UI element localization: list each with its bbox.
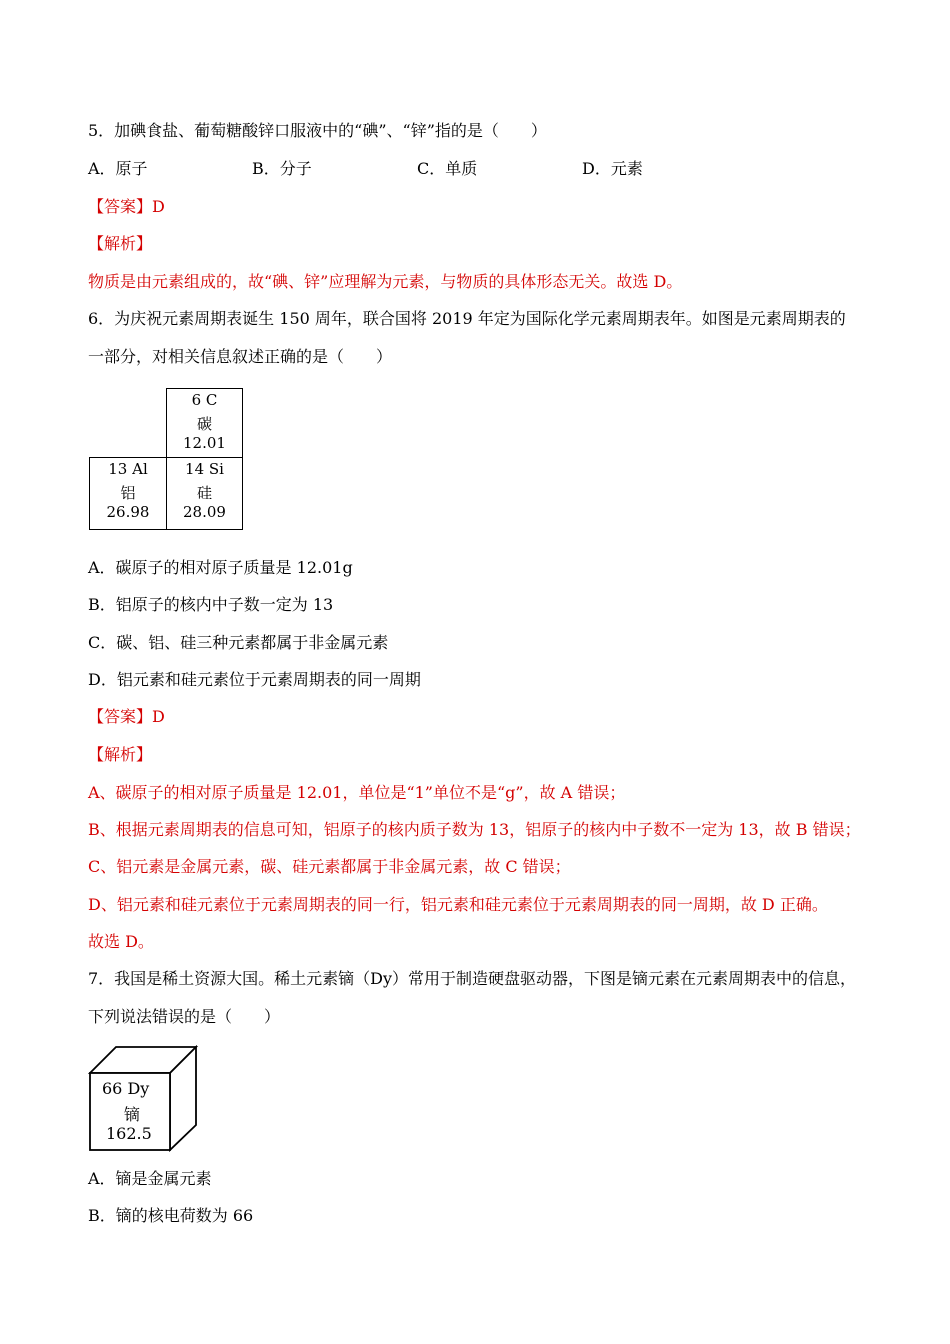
q5-option-b: B．分子 <box>252 159 312 178</box>
q5-option-d: D．元素 <box>582 159 643 178</box>
silicon-mass: 28.09 <box>183 503 226 521</box>
element-cell-carbon <box>166 388 243 458</box>
q7-option-b: B．镝的核电荷数为 66 <box>88 1206 254 1225</box>
aluminum-mass: 26.98 <box>106 503 150 521</box>
dysprosium-mass: 162.5 <box>106 1124 152 1143</box>
q5-option-a: A．原子 <box>88 159 148 178</box>
q5-answer: 【答案】D <box>88 197 165 216</box>
q6-analysis-line-b: B、根据元素周期表的信息可知，铝原子的核内质子数为 13，铝原子的核内中子数不一定为 13，故 B 错误； <box>88 820 861 839</box>
q5-analysis-label: 【解析】 <box>88 234 153 253</box>
aluminum-number-symbol: 13 Al <box>108 460 148 478</box>
q6-analysis-line-c: C、铝元素是金属元素，碳、硅元素都属于非金属元素，故 C 错误； <box>88 857 571 876</box>
element-cell-silicon <box>166 457 243 530</box>
aluminum-name: 铝 <box>120 484 136 502</box>
dysprosium-number-symbol: 66 Dy <box>102 1079 150 1098</box>
q6-analysis-label: 【解析】 <box>88 745 153 764</box>
q5-stem: 5．加碘食盐、葡萄糖酸锌口服液中的“碘”、“锌”指的是（ ） <box>88 121 547 140</box>
q7-stem-line-2: 下列说法错误的是（ ） <box>88 1007 281 1026</box>
q7-option-a: A．镝是金属元素 <box>88 1169 212 1188</box>
silicon-name: 硅 <box>196 484 212 502</box>
q6-option-c: C．碳、铝、硅三种元素都属于非金属元素 <box>88 633 389 652</box>
carbon-name: 碳 <box>196 415 212 433</box>
q5-option-c: C．单质 <box>417 159 478 178</box>
q6-stem-line-2: 一部分，对相关信息叙述正确的是（ ） <box>88 347 393 366</box>
dysprosium-name: 镝 <box>124 1105 141 1124</box>
q6-analysis-line-d: D、铝元素和硅元素位于元素周期表的同一行，铝元素和硅元素位于元素周期表的同一周期，故 D 正确。 <box>88 895 828 914</box>
silicon-number-symbol: 14 Si <box>185 460 224 478</box>
q6-option-b: B．铝原子的核内中子数一定为 13 <box>88 595 334 614</box>
q6-answer: 【答案】D <box>88 707 165 726</box>
carbon-mass: 12.01 <box>183 434 226 452</box>
q7-stem-line-1: 7．我国是稀土资源大国。稀土元素镝（Dy）常用于制造硬盘驱动器，下图是镝元素在元素周期表中的信息， <box>88 969 857 988</box>
q6-option-a: A．碳原子的相对原子质量是 12.01g <box>88 558 353 577</box>
q6-analysis-conclusion: 故选 D。 <box>88 932 154 951</box>
q6-analysis-line-a: A、碳原子的相对原子质量是 12.01，单位是“1”单位不是“g”，故 A 错误； <box>88 783 626 802</box>
q5-analysis-line: 物质是由元素组成的，故“碘、锌”应理解为元素，与物质的具体形态无关。故选 D。 <box>88 272 683 291</box>
element-cell-aluminum <box>89 457 167 530</box>
carbon-number-symbol: 6 C <box>191 391 218 409</box>
q6-option-d: D．铝元素和硅元素位于元素周期表的同一周期 <box>88 670 421 689</box>
q6-stem-line-1: 6．为庆祝元素周期表诞生 150 周年，联合国将 2019 年定为国际化学元素周期表年。如图是元素周期表的 <box>88 309 846 328</box>
